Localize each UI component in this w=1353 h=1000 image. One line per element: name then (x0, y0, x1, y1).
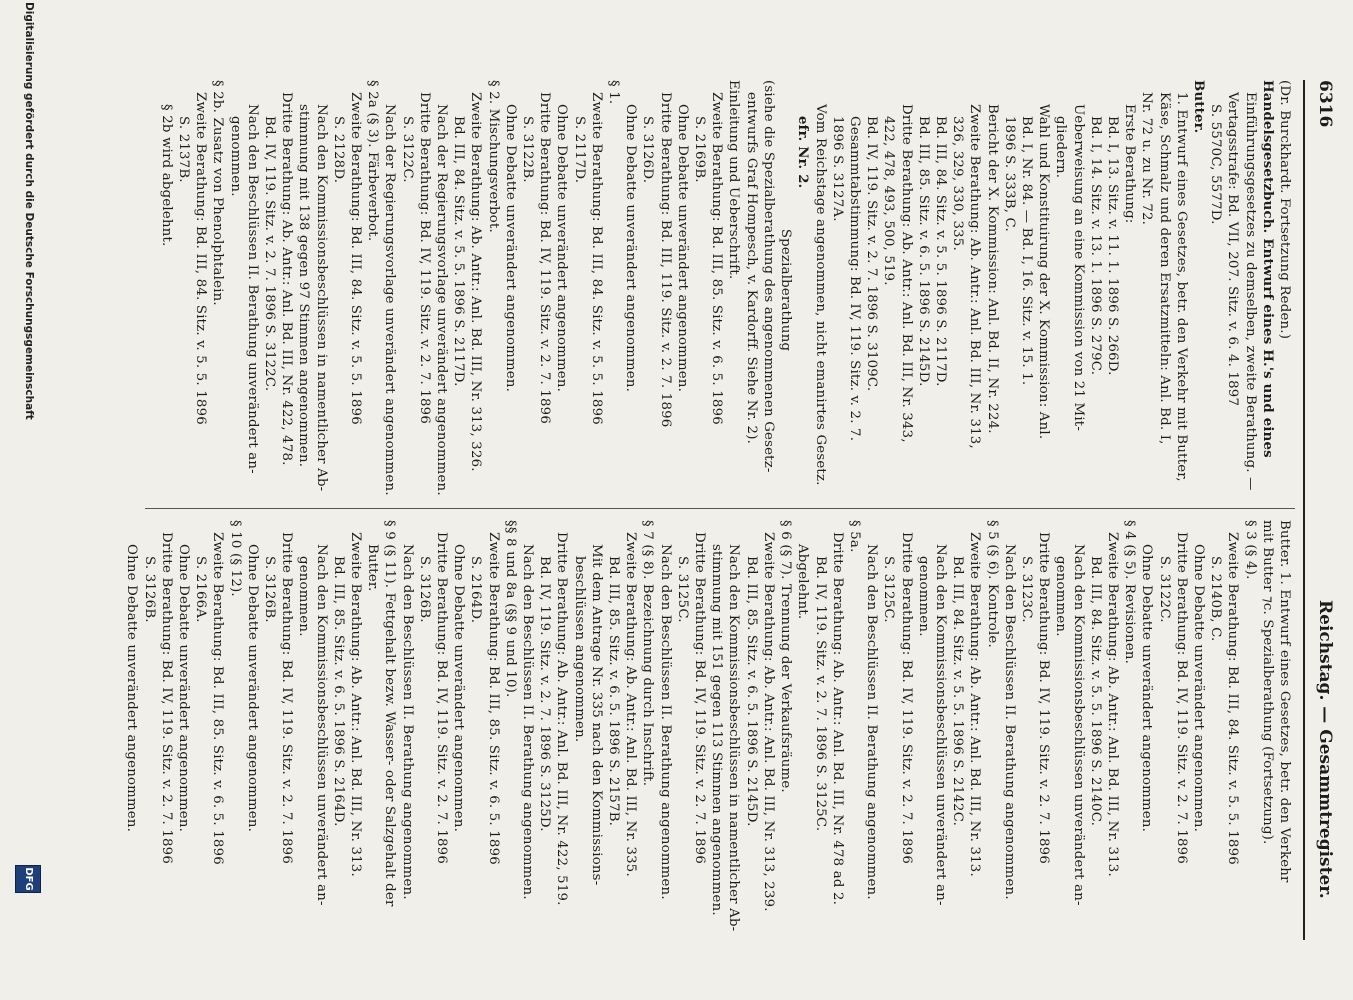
text-line: Käse, Schmalz und deren Ersatzmitteln: Anl. Bd. I, (1156, 92, 1172, 445)
text-line: (siehe die Spezialberathung des angenommenen Gesetz- (760, 80, 776, 473)
text-line: 326, 329, 330, 335. (950, 116, 966, 251)
text-line: Ohne Debatte unverändert angenommen. (176, 544, 191, 833)
text-line: § 2b. Zusatz von Phenolphtalein. (210, 80, 226, 306)
text-line: Mit dem Antrage Nr. 335 nach den Kommissions- (588, 544, 604, 886)
text-line: Vom Reichstage angenommen, nicht emanirtes Gesetz. (812, 104, 828, 486)
text-line: Ohne Debatte unverändert angenommen. (1139, 544, 1155, 833)
text-line: entwurfs Graf Hompesch, v. Kardorff. Siehe Nr. 2). (743, 92, 759, 445)
text-line: Bd. III, 84. Sitz. v. 5. 5. 1896 S. 2142C. (950, 556, 966, 827)
text-line: 1. Entwurf eines Gesetzes, betr. den Verkehr mit Butter, (1173, 92, 1189, 482)
text-line: Dritte Berathung: Ab. Antr.: Anl. Bd. III, Nr. 422, 519. (554, 532, 570, 906)
text-line: Zweite Berathung: Bd. III, 84. Sitz. v. 5. 5. 1896 (348, 92, 364, 425)
text-line: S. 3126B. (141, 556, 157, 623)
text-line: Nach der Regierungsvorlage unverändert angenommen. (434, 104, 450, 496)
text-line: Dritte Berathung: Ab. Antr.: Anl. Bd. III, Nr. 478 ad 2. (829, 532, 845, 906)
text-line: Nach den Kommissionsbeschlüssen unverändert an- (932, 544, 948, 906)
text-line: § 3 (§ 4). (1242, 520, 1258, 580)
text-line: Bd. IV, 119. Sitz. v. 2. 7. 1896 S. 3125D. (537, 556, 553, 832)
text-line: Zweite Berathung: Ab. Antr.: Anl. Bd. III, Nr. 313, 239. (760, 532, 776, 912)
text-line: Bd. III, 84. Sitz. v. 5. 5. 1896 S. 2117D. (932, 116, 948, 387)
text-line: stimmung mit 138 gegen 97 Stimmen angenommen. (296, 104, 312, 468)
text-line: Zweite Berathung: Bd. III, 84. Sitz. v. 5. 5. 1896 (193, 92, 209, 425)
text-line: efr. Nr. 2. (795, 116, 811, 189)
text-line: Zweite Berathung: Bd. III, 84. Sitz. v. 5. 5. 1896 (588, 92, 604, 425)
text-line: Einleitung und Ueberschrift. (726, 80, 742, 280)
text-line: Bd. III, 85. Sitz. v. 6. 5. 1896 S. 2157B. (606, 556, 622, 827)
digitization-credit: Digitalisierung gefördert durch die Deutsche Forschungsgemeinschaft (23, 2, 35, 420)
text-line: S. 3125C. (674, 556, 690, 623)
text-line: Dritte Berathung: Bd. IV, 119. Sitz. v. 2. 7. 1896 (279, 532, 295, 865)
text-line: Zweite Berathung: Bd. III, 85. Sitz. v. 6. 5. 1896 (210, 532, 226, 865)
text-line: § 4 (§ 5). Revisionen. (1122, 520, 1138, 665)
text-line: Nach den Kommissionsbeschlüssen unverändert an- (1070, 544, 1086, 906)
text-line: Dritte Berathung: Bd. IV, 119. Sitz. v. 2. 7. 1896 (537, 92, 553, 425)
text-line: Wahl und Konstituirung der X. Kommission: Anl. (1036, 104, 1052, 440)
text-line: S. 2128D. (330, 116, 346, 184)
text-line: Dritte Berathung: Bd. IV, 119. Sitz. v. 2. 7. 1896 (416, 92, 432, 425)
right-column (123, 520, 1293, 940)
text-line: Zweite Berathung: Ab. Antr.: Anl. Bd. III, Nr. 313, 326. (468, 92, 484, 472)
text-line: Nach den Beschlüssen II. Berathung unverändert an- (244, 104, 260, 474)
text-line: Ohne Debatte unverändert angenommen. (623, 104, 639, 393)
text-line: Nach der Regierungsvorlage unverändert angenommen. (382, 104, 398, 496)
text-line: Nach den Kommissionsbeschlüssen unverändert an- (313, 544, 329, 906)
text-line: § 2b wird abgelehnt. (158, 104, 174, 247)
text-line: Zweite Berathung: Ab. Antr.: Anl. Bd. III, Nr. 313, (967, 104, 983, 449)
text-line: Nach den Beschlüssen II. Berathung angenommen. (399, 544, 415, 900)
text-line: Bd. III, 85. Sitz. v. 6. 5. 1896 S. 2145D. (743, 556, 759, 827)
text-line: S. 3123C. (1018, 556, 1034, 623)
text-line: Ueberweisung an eine Kommission von 21 Mit- (1070, 104, 1086, 432)
text-line: § 5a. (846, 520, 862, 553)
text-line: Nach den Beschlüssen II. Berathung angenommen. (657, 544, 673, 900)
text-line: S. 3122C. (399, 116, 415, 183)
text-line: Bd. III, 85. Sitz. v. 6. 5. 1896 S. 2145D. (915, 116, 931, 387)
running-title: Reichstag. — Gesammtregister. (1315, 600, 1335, 899)
text-line: S. 2166A. (193, 556, 209, 623)
text-line: Dritte Berathung: Bd. IV, 119. Sitz. v. 2. 7. 1896 (434, 532, 450, 865)
text-line: S. 3126B. (262, 556, 278, 623)
text-line: beschlüssen angenommen. (571, 556, 587, 743)
text-line: S. 2140B, C. (1208, 556, 1224, 642)
left-column (158, 80, 1293, 500)
text-line: Spezialberathung (778, 228, 794, 352)
text-line: Dritte Berathung: Bd. III, 119. Sitz. v. 2. 7. 1896 (657, 92, 673, 428)
text-line: Bd. I, 13. Sitz. v. 11. 1. 1896 S. 266D. (1104, 116, 1120, 376)
text-line: S. 3122C. (1156, 556, 1172, 623)
text-line: Bd. III, 85. Sitz. v. 6. 5. 1896 S. 2164D. (330, 556, 346, 827)
text-line: Nach den Beschlüssen II. Berathung angenommen. (864, 544, 880, 900)
text-line: Butter. 1. Entwurf eines Gesetzes, betr. den Verkehr (1277, 520, 1292, 883)
text-line: Bd. IV, 119. Sitz. v. 2. 7. 1896 S. 3109C. (864, 116, 880, 392)
text-line: Ohne Debatte unverändert angenommen. (451, 544, 467, 833)
text-line: S. 3122B. (520, 116, 536, 183)
text-line: § 1. (606, 80, 622, 105)
text-line: Dritte Berathung: Bd. IV, 119. Sitz. v. 2. 7. 1896 (692, 532, 708, 865)
text-line: § 7 (§ 8). Bezeichnung durch Inschrift. (640, 520, 656, 787)
text-line: 1896 S. 333B, C. (1001, 116, 1017, 232)
text-line: Dritte Berathung: Bd. IV, 119. Sitz. v. 2. 7. 1896 (898, 532, 914, 865)
text-line: stimmung mit 151 gegen 113 Stimmen angenommen. (709, 544, 725, 916)
text-line: Nach den Kommissionsbeschlüssen in namentlicher Ab- (313, 104, 329, 492)
text-line: Erste Berathung: (1122, 104, 1138, 224)
page-number: 6316 (1315, 80, 1335, 128)
text-line: Zweite Berathung: Ab. Antr.: Anl. Bd. III, Nr. 313. (1104, 532, 1120, 877)
text-line: S. 2169B. (692, 116, 708, 183)
text-line: Bd. I, 14. Sitz. v. 13. 1. 1896 S. 279C. (1087, 116, 1103, 376)
text-line: § 5 (§ 6). Kontrole. (984, 520, 1000, 648)
text-line: Dritte Berathung: Bd. IV, 119. Sitz. v. 2. 7. 1896 (158, 532, 174, 865)
text-line: § 2a (§ 3). Färbeverbot. (365, 80, 381, 242)
text-line: Butter. (1190, 80, 1206, 134)
text-line: Ohne Debatte unverändert angenommen. (502, 104, 518, 393)
text-line: Zweite Berathung: Ab. Antr.: Anl. Bd. III, Nr. 313. (348, 532, 364, 877)
text-line: S. 3126B. (416, 556, 432, 623)
text-line: gliedern. (1053, 116, 1069, 179)
text-line: Zweite Berathung: Ab. Antr.: Anl. Bd. III, Nr. 335. (623, 532, 639, 877)
text-line: mit Butter ⁊c. Spezialberathung (Fortsetzung). (1259, 520, 1275, 845)
text-line: S. 3125C. (881, 556, 897, 623)
text-line: genommen. (227, 116, 243, 197)
text-line: § 2. Mischungsverbot. (485, 80, 501, 233)
text-line: S. 2117D. (571, 116, 587, 184)
text-line: Handelsgesetzbuch. Entwurf eines H.'s und eines (1259, 80, 1275, 458)
text-line: Ohne Debatte unverändert angenommen. (124, 544, 140, 833)
text-line: S. 5570C, 5577D. (1208, 104, 1224, 225)
text-line: S. 2164D. (468, 556, 484, 624)
text-line: genommen. (915, 556, 931, 637)
text-line: § 6 (§ 7). Trennung der Verkaufsräume. (778, 520, 794, 793)
text-line: Nach den Beschlüssen II. Berathung angenommen. (520, 544, 536, 900)
text-line: Bd. IV, 119. Sitz. v. 2. 7. 1896 S. 3125C. (812, 556, 828, 832)
text-line: S. 2137B. (176, 116, 191, 183)
text-line: (Dr. Burckhardt. Fortsetzung Reden.) (1277, 80, 1292, 340)
text-line: Bd. I, Nr. 84. — Bd. I, 16. Sitz. v. 15. 1. (1018, 116, 1034, 386)
text-line: § 10 (§ 12). (227, 520, 243, 597)
text-line: Gesammtabstimmung: Bd. IV, 119. Sitz. v. 2. 7. (846, 116, 862, 442)
text-line: Nr. 72 u. zu Nr. 72. (1139, 92, 1155, 226)
header-rule (1303, 80, 1305, 940)
text-line: Bd. III, 84. Sitz. v. 5. 5. 1896 S. 2117D. (451, 116, 467, 387)
text-line: Ohne Debatte unverändert angenommen. (1190, 544, 1206, 833)
text-line: Bericht der X. Kommission: Anl. Bd. II, Nr. 224. (984, 104, 1000, 434)
text-line: Ohne Debatte unverändert angenommen. (674, 104, 690, 393)
text-line: Zweite Berathung: Ab. Antr.: Anl. Bd. III, Nr. 313. (967, 532, 983, 877)
text-line: Vertagsstrafe: Bd. VII, 207. Sitz. v. 6. 4. 1897 (1225, 92, 1241, 407)
text-line: 1896 S. 3127A. (829, 116, 845, 222)
text-line: Zweite Berathung: Bd. III, 85. Sitz. v. 6. 5. 1896 (485, 532, 501, 865)
text-line: Butter. (365, 544, 381, 592)
text-line: Dritte Berathung: Ab. Antr.: Anl. Bd. III, Nr. 343, (898, 104, 914, 443)
dfg-logo: DFG (15, 865, 41, 893)
text-line: Bd. IV, 119. Sitz. v. 2. 7. 1896 S. 3122C. (262, 116, 278, 392)
text-line: Nach den Beschlüssen II. Berathung angenommen. (1001, 544, 1017, 900)
text-line: genommen. (1053, 556, 1069, 637)
text-line: Zweite Berathung: Bd. III, 84. Sitz. v. 5. 5. 1896 (1225, 532, 1241, 865)
text-line: § 9 (§ 11). Fettgehalt bezw. Wasser- oder Salzgehalt der (382, 520, 398, 907)
text-line: Nach den Kommissionsbeschlüssen in namentlicher Ab- (726, 544, 742, 932)
column-separator (145, 508, 1295, 509)
text-line: Zweite Berathung: Bd. III, 85. Sitz. v. 6. 5. 1896 (709, 92, 725, 425)
text-line: §§ 8 und 8a (§§ 9 und 10). (502, 520, 518, 698)
text-line: Dritte Berathung: Ab. Antr.: Anl. Bd. III, Nr. 422, 478. (279, 92, 295, 466)
text-line: 422, 478, 493, 500, 519. (881, 116, 897, 286)
text-line: Abgelehnt. (795, 544, 811, 620)
text-line: S. 3126D. (640, 116, 656, 184)
text-line: Ohne Debatte unverändert angenommen. (244, 544, 260, 833)
text-line: genommen. (296, 556, 312, 637)
text-line: Einführungsgesetzes zu demselben, zweite Berathung. — (1242, 92, 1258, 491)
text-line: Bd. III, 84. Sitz. v. 5. 5. 1896 S. 2140C. (1087, 556, 1103, 827)
text-line: Ohne Debatte unverändert angenommen. (554, 104, 570, 393)
text-line: Dritte Berathung: Bd. IV, 119. Sitz. v. 2. 7. 1896 (1036, 532, 1052, 865)
text-line: Dritte Berathung: Bd. IV, 119. Sitz. v. 2. 7. 1896 (1173, 532, 1189, 865)
page-header (1305, 80, 1335, 940)
